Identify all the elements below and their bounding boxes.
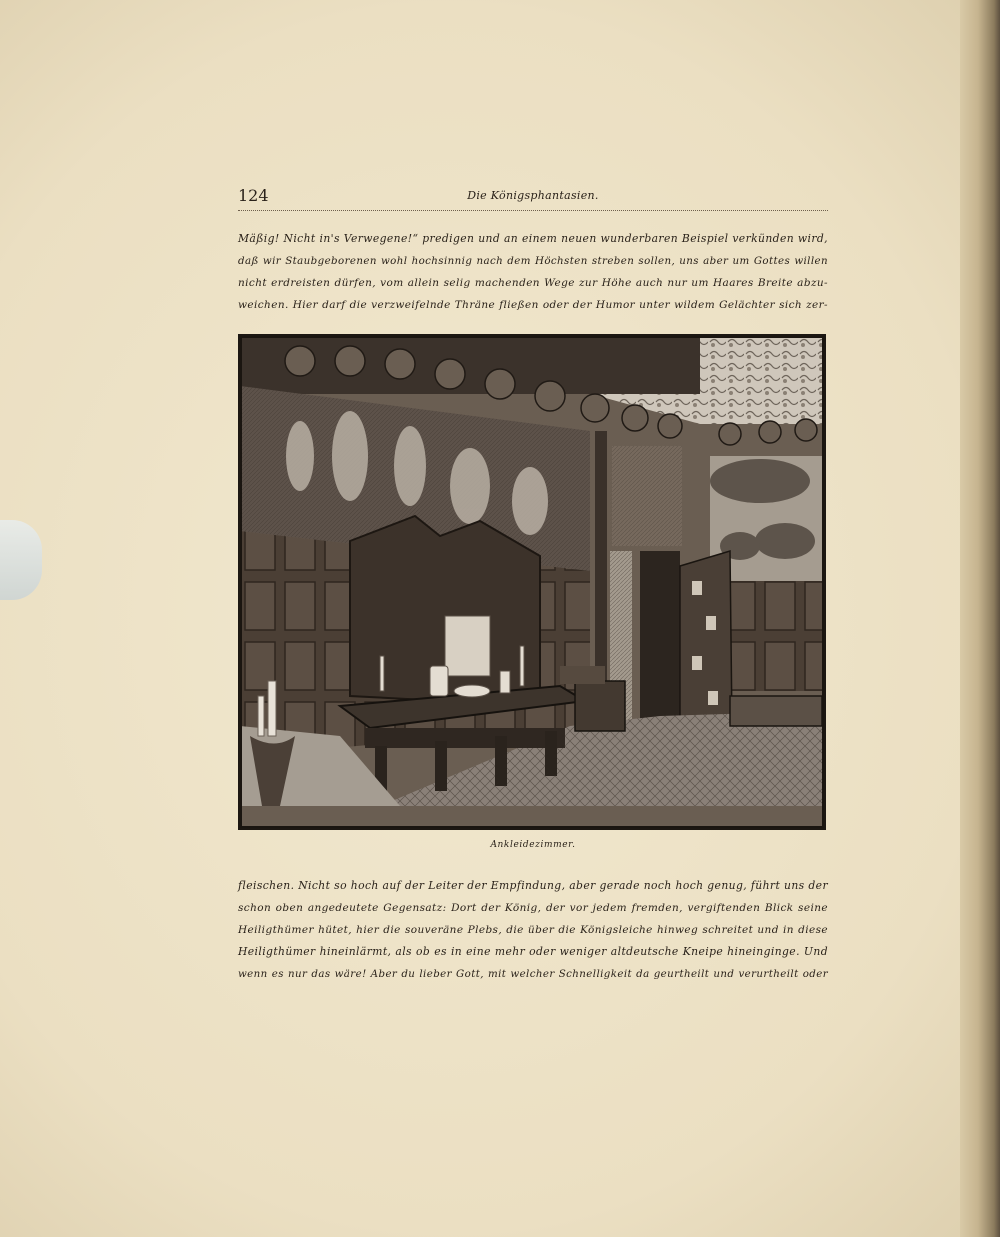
page-number: 124 (238, 186, 269, 205)
dressing-room-illustration (238, 334, 826, 830)
page-header (238, 186, 828, 211)
text-line: nicht erdreisten dürfen, vom allein selig machenden Wege zur Höhe auch nur um Haares Breite abzu- (238, 277, 828, 289)
text-line: fleischen. Nicht so hoch auf der Leiter der Empfindung, aber gerade noch hoch genug, führt uns der (238, 879, 828, 892)
text-line: daß wir Staubgeborenen wohl hochsinnig nach dem Höchsten streben sollen, uns aber um Gottes willen (238, 255, 828, 267)
top-paragraph (238, 228, 828, 316)
figure-caption: Ankleidezimmer. (490, 840, 576, 850)
text-line: Heiligthümer hineinlärmt, als ob es in eine mehr oder weniger altdeutsche Kneipe hineinginge. Und (238, 945, 828, 958)
running-title: Die Königsphantasien. (467, 189, 599, 202)
book-gutter (960, 0, 1000, 1237)
text-line: Mäßig! Nicht in's Verwegene!“ predigen und an einem neuen wunderbaren Beispiel verkünden wird, (238, 232, 828, 245)
text-line: Heiligthümer hütet, hier die souveräne Plebs, die über die Königsleiche hinweg schreitet und in diese (238, 924, 828, 936)
bottom-paragraph (238, 875, 828, 985)
text-line: schon oben angedeutete Gegensatz: Dort der König, der vor jedem fremden, vergiftenden Blick seine (238, 902, 828, 914)
page-clip (0, 520, 42, 600)
text-line: weichen. Hier darf die verzweifelnde Thräne fließen oder der Humor unter wildem Gelächter sich zer- (238, 299, 828, 311)
text-line: wenn es nur das wäre! Aber du lieber Gott, mit welcher Schnelligkeit da geurtheilt und verurtheilt oder (238, 968, 828, 980)
engraving-image (240, 336, 824, 828)
